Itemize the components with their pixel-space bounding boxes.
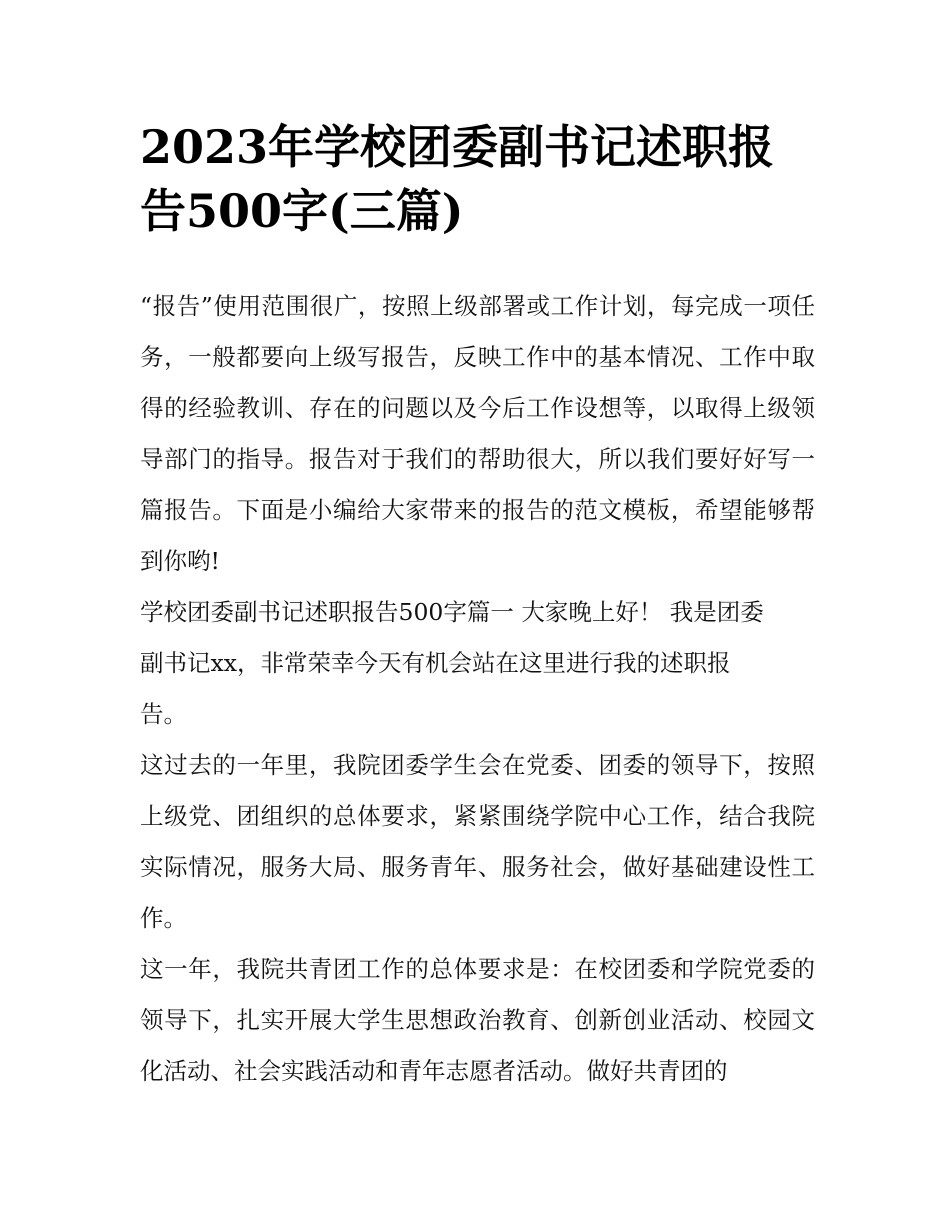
past-year-paragraph: 这过去的一年里，我院团委学生会在党委、团委的领导下，按照上级党、团组织的总体要求，紧紧围绕学院中心工作，结合我院实际情况，服务大局、服务青年、服务社会，做好基础建设性工作。 [140, 751, 815, 932]
document-title: 2023年学校团委副书记述职报告500字(三篇) [140, 120, 775, 238]
overall-requirements-paragraph: 这一年，我院共青团工作的总体要求是：在校团委和学院党委的领导下，扎实开展大学生思想政治教育、创新创业活动、校园文化活动、社会实践活动和青年志愿者活动。做好共青团的 [140, 955, 815, 1085]
intro-paragraph: “报告”使用范围很广，按照上级部署或工作计划，每完成一项任务，一般都要向上级写报告，反映工作中的基本情况、工作中取得的经验教训、存在的问题以及今后工作设想等，以取得上级领导部门的指导。报告对于我们的帮助很大，所以我们要好好写一篇报告。下面是小编给大家带来的报告的范文模板，希望能够帮到你哟! [140, 292, 815, 575]
document-body [140, 281, 815, 1097]
section-one-opening-paragraph: 学校团委副书记述职报告500字篇一 大家晚上好！ 我是团委副书记xx，非常荣幸今天有机会站在这里进行我的述职报告。 [140, 598, 764, 728]
